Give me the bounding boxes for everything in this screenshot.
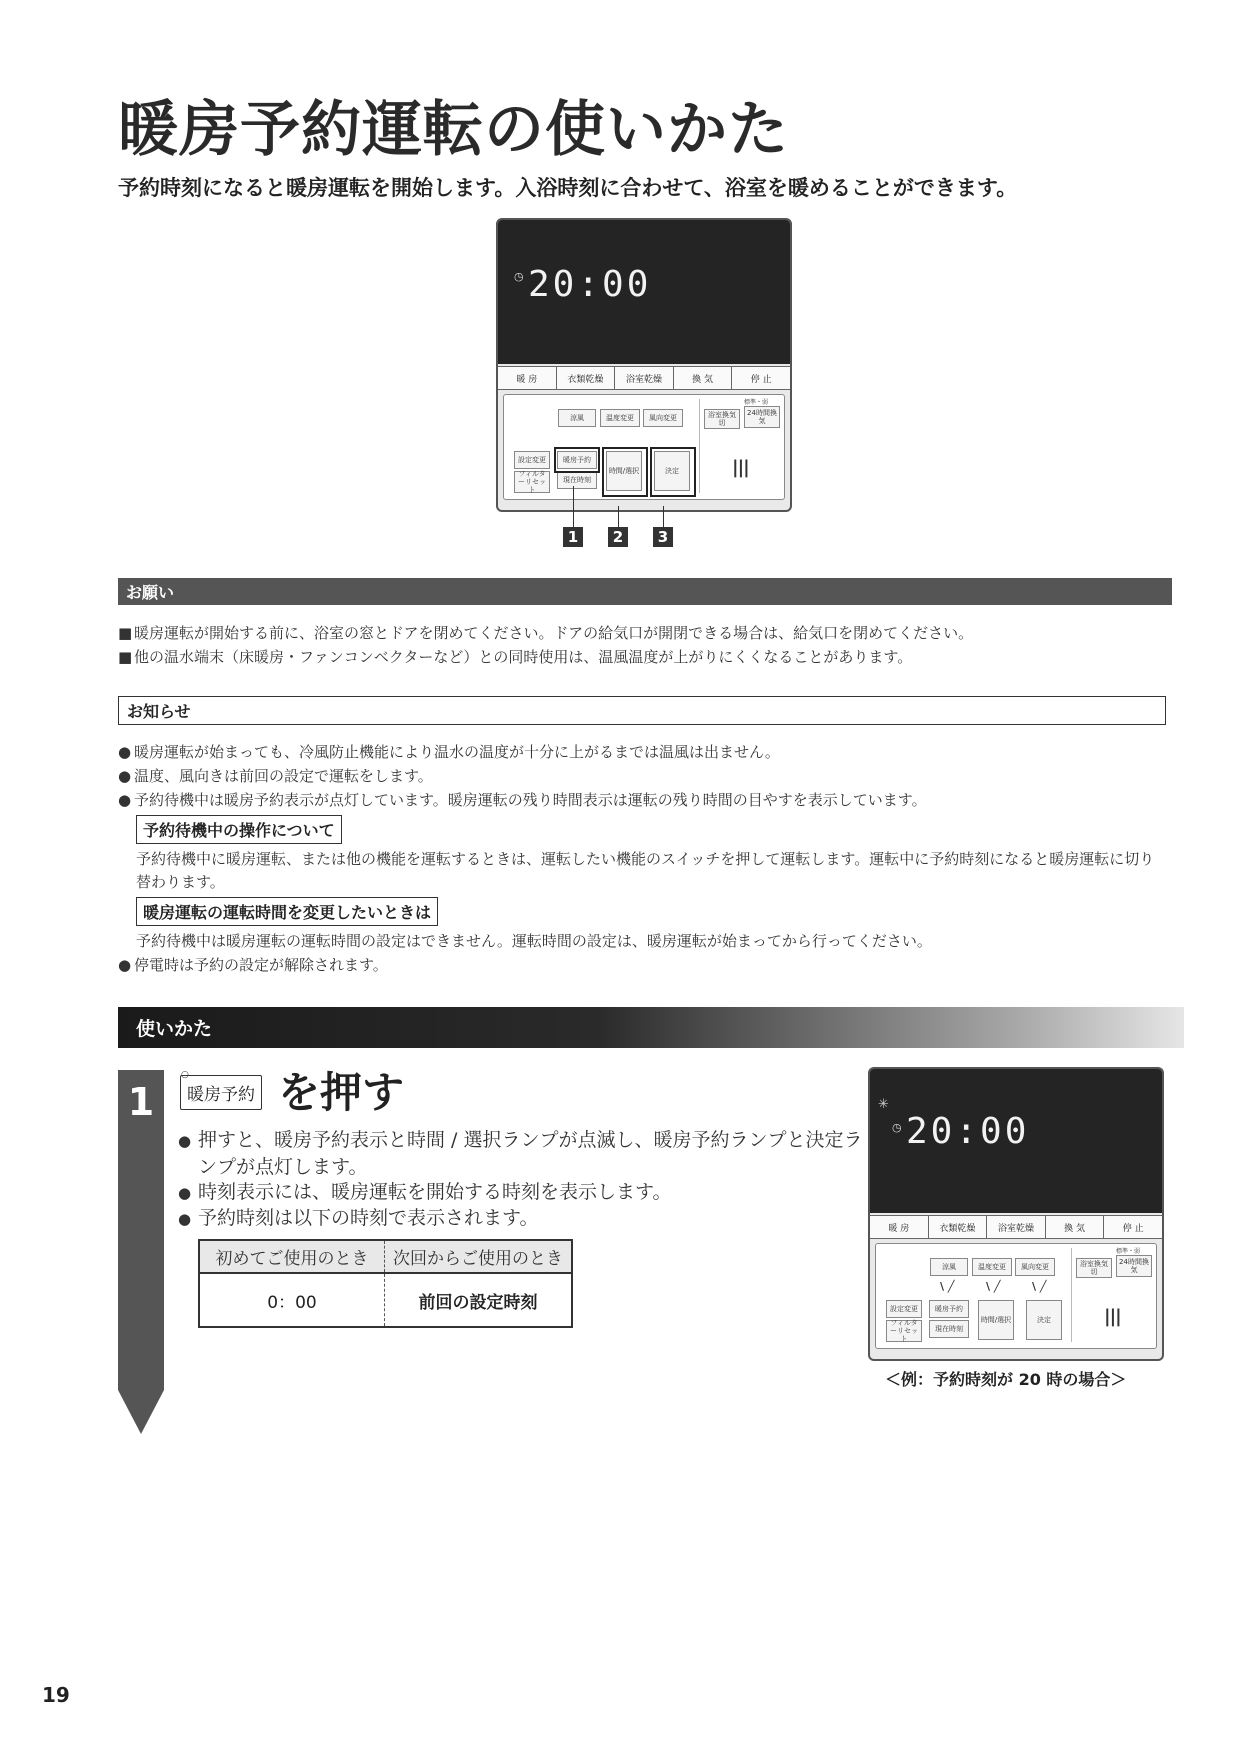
heating-reservation-button[interactable]: 暖房予約	[557, 451, 597, 469]
cool-wind-button[interactable]: 涼風	[930, 1258, 968, 1276]
oshirase-item-last: ● 停電時は予約の設定が解除されます。	[118, 956, 388, 974]
setting-change-button[interactable]: 設定変更	[514, 451, 550, 469]
function-button-clothes-dry[interactable]: 衣類乾燥	[557, 367, 616, 389]
highlight-heating-reservation	[554, 447, 600, 473]
panel-divider	[1071, 1248, 1072, 1342]
function-button-heating[interactable]: 暖 房	[498, 367, 557, 389]
function-button-bath-dry[interactable]: 浴室乾燥	[987, 1216, 1046, 1238]
ventilation-24h-button[interactable]: 24時間換気	[744, 406, 780, 428]
remote-controller-example	[868, 1067, 1164, 1361]
cool-wind-button[interactable]: 涼風	[558, 409, 596, 427]
oshirase-subhead-1: 予約待機中の操作について	[136, 815, 342, 844]
page-subtitle: 予約時刻になると暖房運転を開始します。入浴時刻に合わせて、浴室を暖めることができます。	[118, 176, 1018, 200]
function-button-ventilation[interactable]: 換 気	[1046, 1216, 1105, 1238]
callout-line-3	[663, 506, 664, 528]
ventilation-24h-button[interactable]: 24時間換気	[1116, 1255, 1152, 1277]
callout-badge-1: 1	[563, 527, 583, 547]
remote-controller-top	[496, 218, 792, 512]
time-select-button[interactable]: 時間/選択	[606, 451, 642, 491]
table-cell-next-use: 前回の設定時刻	[418, 1292, 538, 1313]
oshirase-item-1: ● 暖房運転が始まっても、冷風防止機能により温水の温度が十分に上がるまでは温風は出ません。	[118, 743, 780, 761]
onegai-item-1: ■ 暖房運転が開始する前に、浴室の窓とドアを閉めてください。ドアの給気口が開閉できる場合は、給気口を閉めてください。	[118, 624, 974, 642]
wind-dir-change-button[interactable]: 風向変更	[643, 409, 683, 427]
filter-reset-button[interactable]: フィルターリセット	[514, 471, 550, 493]
callout-line-1	[573, 486, 574, 528]
reservation-time-table	[198, 1239, 573, 1328]
function-button-bath-dry[interactable]: 浴室乾燥	[615, 367, 674, 389]
page-title: 暖房予約運転の使いかた	[118, 95, 789, 165]
step-bullet-2: ● 時刻表示には、暖房運転を開始する時刻を表示します。	[178, 1181, 672, 1203]
current-time-button[interactable]: 現在時刻	[557, 471, 597, 489]
function-button-row	[870, 1215, 1162, 1239]
step-arrow	[118, 1390, 164, 1434]
oshirase-item-2: ● 温度、風向きは前回の設定で運転をします。	[118, 767, 433, 785]
time-select-button[interactable]: 時間/選択	[978, 1300, 1014, 1340]
page-number: 19	[42, 1683, 70, 1707]
callout-badge-3: 3	[653, 527, 673, 547]
lamp-blink-icon: \ ╱	[1032, 1280, 1047, 1293]
function-button-heating[interactable]: 暖 房	[870, 1216, 929, 1238]
example-caption: ＜例：予約時刻が 20 時の場合＞	[885, 1370, 1127, 1389]
timer-icon: ◷	[514, 270, 524, 283]
heating-reservation-button[interactable]: 暖房予約	[929, 1300, 969, 1318]
step-bullet-1: ● 押すと、暖房予約表示と時間 / 選択ランプが点滅し、暖房予約ランプと決定ランプが点灯します。	[178, 1129, 863, 1178]
function-button-clothes-dry[interactable]: 衣類乾燥	[929, 1216, 988, 1238]
temp-change-button[interactable]: 温度変更	[972, 1258, 1012, 1276]
current-time-button[interactable]: 現在時刻	[929, 1320, 969, 1338]
bath-vent-off-button[interactable]: 浴室換気切	[704, 409, 740, 429]
function-button-stop[interactable]: 停 止	[750, 374, 772, 385]
confirm-button[interactable]: 決定	[1026, 1300, 1062, 1340]
step-number: 1	[127, 1080, 155, 1124]
step-key-label: 暖房予約	[180, 1075, 262, 1110]
timer-icon: ◷	[892, 1121, 902, 1134]
usage-header: 使いかた	[118, 1007, 1184, 1048]
lamp-blink-icon: \ ╱	[986, 1280, 1001, 1293]
bath-vent-off-button[interactable]: 浴室換気切	[1076, 1258, 1112, 1278]
table-header-next-use: 次回からご使用のとき	[385, 1240, 573, 1273]
table-cell-first-use: 0：00	[199, 1273, 385, 1327]
function-button-stop[interactable]: 停 止	[1122, 1223, 1144, 1234]
onegai-header: お願い	[118, 578, 1172, 605]
confirm-button[interactable]: 決定	[654, 451, 690, 491]
bars-icon: |||	[1104, 1306, 1121, 1327]
callout-badge-2: 2	[608, 527, 628, 547]
onegai-item-2: ■ 他の温水端末（床暖房・ファンコンベクターなど）との同時使用は、温風温度が上がりにくくなることがあります。	[118, 648, 913, 666]
oshirase-item-3: ● 予約待機中は暖房予約表示が点灯しています。暖房運転の残り時間表示は運転の残り時間の目やすを表示しています。	[118, 791, 927, 809]
remote-clock: 20:00	[528, 264, 652, 305]
temp-change-button[interactable]: 温度変更	[600, 409, 640, 427]
setting-change-button[interactable]: 設定変更	[886, 1300, 922, 1318]
remote-inner-panel	[875, 1243, 1157, 1349]
wind-dir-change-button[interactable]: 風向変更	[1015, 1258, 1055, 1276]
standard-weak-label: 標準・弱	[744, 399, 769, 406]
oshirase-sub1-text: 予約待機中に暖房運転、または他の機能を運転するときは、運転したい機能のスイッチを押して運転します。運転中に予約時刻になると暖房運転に切り替わります。	[136, 850, 1155, 891]
bars-icon: |||	[732, 457, 749, 478]
oshirase-subhead-2: 暖房運転の運転時間を変更したいときは	[136, 897, 438, 926]
oshirase-header: お知らせ	[118, 696, 1166, 725]
filter-reset-button[interactable]: フィルターリセット	[886, 1320, 922, 1342]
table-header-first-use: 初めてご使用のとき	[199, 1240, 385, 1273]
step-bullet-3: ● 予約時刻は以下の時刻で表示されます。	[178, 1207, 539, 1229]
callout-line-2	[618, 506, 619, 528]
standard-weak-label: 標準・弱	[1116, 1248, 1141, 1255]
lamp-blink-icon: \ ╱	[940, 1280, 955, 1293]
function-button-row	[498, 366, 790, 390]
function-button-ventilation[interactable]: 換 気	[674, 367, 733, 389]
blink-mark-icon: ✳	[878, 1097, 889, 1112]
remote-inner-panel	[503, 394, 785, 500]
indicator-dot-icon: ○	[181, 1070, 189, 1080]
step-title: を押す	[278, 1068, 405, 1117]
remote-clock: 20:00	[906, 1111, 1030, 1152]
oshirase-sub2-text: 予約待機中は暖房運転の運転時間の設定はできません。運転時間の設定は、暖房運転が始まってから行ってください。	[136, 932, 932, 950]
panel-divider	[699, 399, 700, 493]
